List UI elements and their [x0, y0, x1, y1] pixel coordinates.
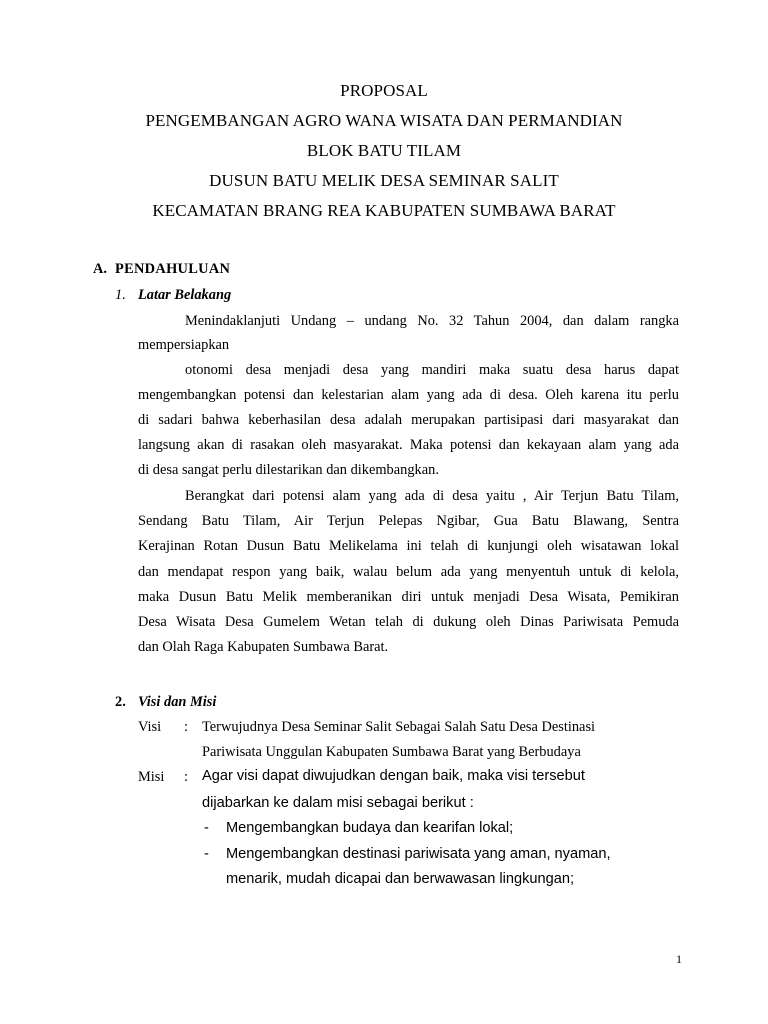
- paragraph-line: Desa Wisata Desa Gumelem Wetan telah di dukung oleh Dinas Pariwisata Pemuda: [138, 614, 679, 630]
- paragraph-line: di desa sangat perlu dilestarikan dan dikembangkan.: [138, 462, 439, 478]
- title-line-district: KECAMATAN BRANG REA KABUPATEN SUMBAWA BARAT: [152, 201, 616, 220]
- misi-bullet: -: [204, 820, 209, 836]
- paragraph-line: Sendang Batu Tilam, Air Terjun Pelepas Ngibar, Gua Batu Blawang, Sentra: [138, 513, 679, 529]
- misi-intro-line: Agar visi dapat diwujudkan dengan baik, maka visi tersebut: [202, 768, 585, 784]
- section-a-heading: PENDAHULUAN: [115, 261, 231, 277]
- paragraph-line: dan mendapat respon yang baik, walau belum ada yang menyentuh untuk di kelola,: [138, 564, 679, 580]
- sub2-heading: Visi dan Misi: [138, 694, 217, 710]
- sub2-number: 2.: [115, 694, 126, 710]
- page-number: 1: [676, 952, 682, 966]
- visi-label: Visi: [138, 719, 162, 735]
- paragraph-line: mengembangkan potensi dan kelestarian alam yang ada di desa. Oleh karena itu perlu: [138, 387, 679, 403]
- paragraph-line: Kerajinan Rotan Dusun Batu Melikelama ini telah di kunjungi oleh wisatawan lokal: [138, 538, 679, 554]
- misi-label: Misi: [138, 769, 165, 785]
- title-line-project: PENGEMBANGAN AGRO WANA WISATA DAN PERMANDIAN: [145, 111, 623, 130]
- paragraph-line: langsung akan di rasakan oleh masyarakat. Maka potensi dan kekayaan alam yang ada: [138, 437, 679, 453]
- title-line-village: DUSUN BATU MELIK DESA SEMINAR SALIT: [209, 171, 559, 190]
- title-line-proposal: PROPOSAL: [340, 81, 428, 100]
- misi-item-line: Mengembangkan budaya dan kearifan lokal;: [226, 820, 514, 836]
- misi-item-line: menarik, mudah dicapai dan berwawasan lingkungan;: [226, 871, 575, 887]
- visi-line: Terwujudnya Desa Seminar Salit Sebagai Salah Satu Desa Destinasi: [202, 719, 596, 735]
- misi-item-line: Mengembangkan destinasi pariwisata yang aman, nyaman,: [226, 846, 611, 862]
- sub1-heading: Latar Belakang: [138, 287, 232, 303]
- misi-bullet: -: [204, 846, 209, 862]
- section-a-marker: A.: [93, 261, 107, 277]
- misi-colon: :: [184, 769, 188, 785]
- paragraph-line: di sadari bahwa keberhasilan desa adalah merupakan partisipasi dari masyarakat dan: [138, 412, 679, 428]
- paragraph-line: Berangkat dari potensi alam yang ada di desa yaitu , Air Terjun Batu Tilam,: [185, 488, 679, 504]
- paragraph-line: maka Dusun Batu Melik memberanikan diri untuk menjadi Desa Wisata, Pemikiran: [138, 589, 679, 605]
- title-line-block: BLOK BATU TILAM: [306, 141, 462, 160]
- paragraph-line: mempersiapkan: [138, 337, 230, 353]
- paragraph-line: otonomi desa menjadi desa yang mandiri maka suatu desa harus dapat: [185, 362, 679, 378]
- visi-line: Pariwisata Unggulan Kabupaten Sumbawa Barat yang Berbudaya: [202, 744, 581, 760]
- sub1-number: 1.: [115, 287, 126, 303]
- paragraph-line: dan Olah Raga Kabupaten Sumbawa Barat.: [138, 639, 389, 655]
- paragraph-line: Menindaklanjuti Undang – undang No. 32 Tahun 2004, dan dalam rangka: [185, 313, 679, 329]
- misi-intro-line: dijabarkan ke dalam misi sebagai berikut :: [202, 795, 474, 811]
- visi-colon: :: [184, 719, 188, 735]
